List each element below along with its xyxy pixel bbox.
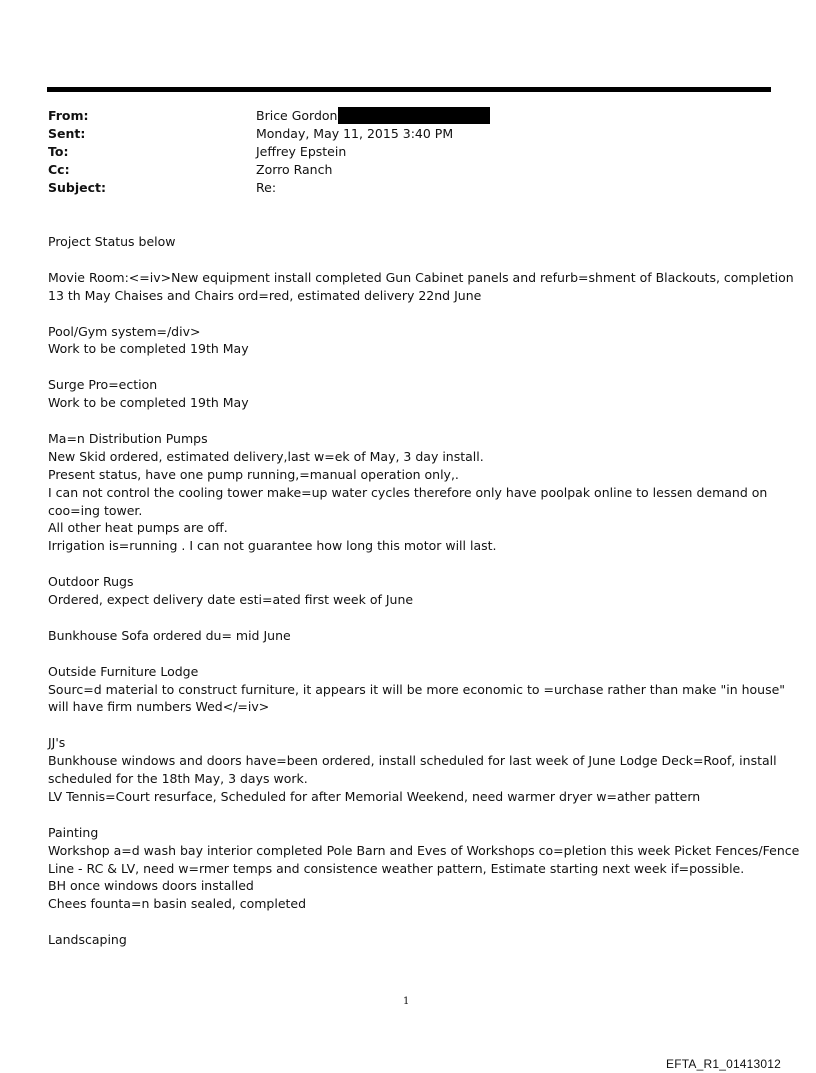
sent-row xyxy=(48,125,490,143)
body-line: BH once windows doors installed xyxy=(48,878,254,894)
pumps-section xyxy=(48,430,778,555)
sent-value: Monday, May 11, 2015 3:40 PM xyxy=(256,126,454,141)
body-line: Work to be completed 19th May xyxy=(48,341,249,357)
from-value: Brice Gordon xyxy=(256,108,338,123)
body-line: Bunkhouse Sofa ordered du= mid June xyxy=(48,627,291,643)
body-line: Sourc=d material to construct furniture, it appears it will be more economic to =urchase rather than make "in house" xyxy=(48,681,786,697)
to-row xyxy=(48,143,490,161)
body-line: New Skid ordered, estimated delivery,last w=ek of May, 3 day install. xyxy=(48,448,484,464)
to-label: To: xyxy=(48,144,69,159)
landscaping-section xyxy=(48,931,778,949)
body-line: Outside Furniture Lodge xyxy=(48,663,199,679)
to-value: Jeffrey Epstein xyxy=(256,144,347,159)
body-line: Chees founta=n basin sealed, completed xyxy=(48,896,307,912)
body-line: Workshop a=d wash bay interior completed Pole Barn and Eves of Workshops co=pletion this week Picket Fences/Fence xyxy=(48,842,800,858)
body-line: Landscaping xyxy=(48,932,127,948)
body-line: will have firm numbers Wed</=iv> xyxy=(48,699,270,715)
sent-label: Sent: xyxy=(48,126,86,141)
body-line: Ordered, expect delivery date esti=ated first week of June xyxy=(48,592,414,608)
cc-row xyxy=(48,161,490,179)
body-line: All other heat pumps are off. xyxy=(48,520,228,536)
body-line: LV Tennis=Court resurface, Scheduled for after Memorial Weekend, need warmer dryer w=ather pattern xyxy=(48,788,701,804)
body-line: Painting xyxy=(48,824,99,840)
painting-section xyxy=(48,824,800,914)
rugs-section xyxy=(48,573,778,609)
body-line: I can not control the cooling tower make=up water cycles therefore only have poolpak online to lessen demand on xyxy=(48,484,768,500)
movie-room-section xyxy=(48,269,794,305)
body-line: JJ's xyxy=(48,735,66,751)
email-header xyxy=(48,107,490,197)
body-line: Irrigation is=running . I can not guarantee how long this motor will last. xyxy=(48,538,497,554)
body-line: Outdoor Rugs xyxy=(48,574,134,590)
body-line: Bunkhouse windows and doors have=been ordered, install scheduled for last week of June Lodge Deck=Roof, install xyxy=(48,753,777,769)
body-line: Ma=n Distribution Pumps xyxy=(48,430,208,446)
body-line: Pool/Gym system=/div> xyxy=(48,323,201,339)
intro-line: Project Status below xyxy=(48,234,176,249)
email-body xyxy=(48,233,800,967)
surge-section xyxy=(48,376,778,412)
cc-label: Cc: xyxy=(48,162,70,177)
cc-value: Zorro Ranch xyxy=(256,162,333,177)
body-line: scheduled for the 18th May, 3 days work. xyxy=(48,771,308,787)
subject-value: Re: xyxy=(256,180,277,195)
body-line: 13 th May Chaises and Chairs ord=red, estimated delivery 22nd June xyxy=(48,287,482,303)
subject-label: Subject: xyxy=(48,180,106,195)
intro-section xyxy=(48,233,778,251)
from-label: From: xyxy=(48,108,89,123)
subject-row xyxy=(48,179,490,197)
body-line: coo=ing tower. xyxy=(48,502,143,518)
jjs-section xyxy=(48,734,778,806)
sofa-section xyxy=(48,627,778,645)
pool-gym-section xyxy=(48,323,778,359)
from-row xyxy=(48,107,490,125)
page-number: 1 xyxy=(403,996,410,1007)
furniture-section xyxy=(48,663,786,717)
body-line: Surge Pro=ection xyxy=(48,377,158,393)
body-line: Movie Room:<=iv>New equipment install completed Gun Cabinet panels and refurb=shment of Blackouts, completion xyxy=(48,269,794,285)
header-divider xyxy=(47,87,771,92)
body-line: Work to be completed 19th May xyxy=(48,395,249,411)
body-line: Present status, have one pump running,=manual operation only,. xyxy=(48,466,459,482)
document-id: EFTA_R1_01413012 xyxy=(666,1057,782,1071)
redaction-bar xyxy=(338,107,490,124)
body-line: Line - RC & LV, need w=rmer temps and consistence weather pattern, Estimate starting next week if=possible. xyxy=(48,860,745,876)
